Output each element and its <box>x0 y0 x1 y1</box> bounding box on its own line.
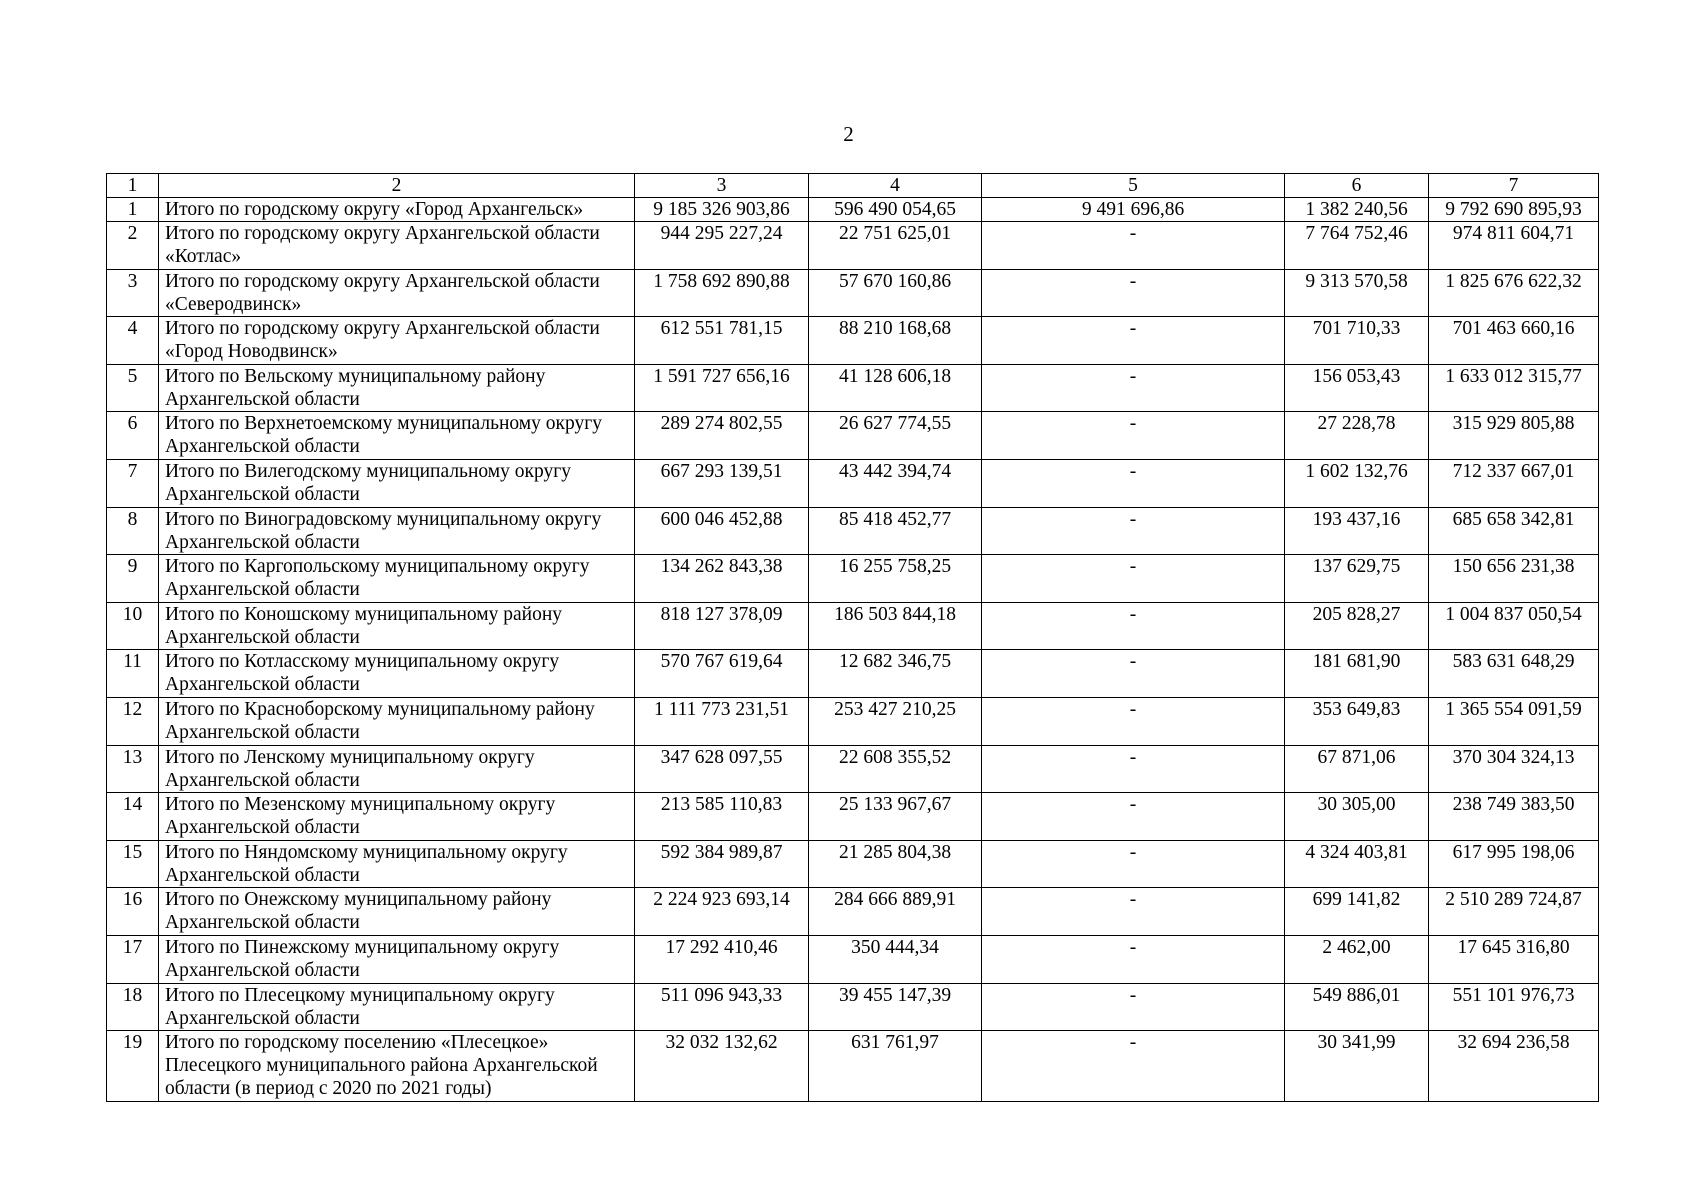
value-col-7: 370 304 324,13 <box>1429 745 1599 793</box>
table-row <box>107 793 1599 841</box>
value-col-7: 701 463 660,16 <box>1429 317 1599 365</box>
municipality-name: Итого по Котласскому муниципальному округу Архангельской области <box>159 650 635 698</box>
row-number: 13 <box>107 745 159 793</box>
page-number: 2 <box>843 122 854 146</box>
value-col-3: 667 293 139,51 <box>635 459 809 507</box>
table-row <box>107 222 1599 270</box>
table-row <box>107 269 1599 317</box>
value-col-5: - <box>982 793 1285 841</box>
value-col-7: 2 510 289 724,87 <box>1429 888 1599 936</box>
row-number: 5 <box>107 364 159 412</box>
value-col-6: 156 053,43 <box>1285 364 1429 412</box>
municipality-name: Итого по Красноборскому муниципальному району Архангельской области <box>159 697 635 745</box>
value-col-4: 41 128 606,18 <box>809 364 982 412</box>
row-number: 18 <box>107 983 159 1031</box>
value-col-4: 57 670 160,86 <box>809 269 982 317</box>
value-col-5: - <box>982 602 1285 650</box>
row-number: 15 <box>107 840 159 888</box>
table-row <box>107 888 1599 936</box>
value-col-7: 315 929 805,88 <box>1429 412 1599 460</box>
value-col-6: 205 828,27 <box>1285 602 1429 650</box>
value-col-4: 12 682 346,75 <box>809 650 982 698</box>
value-col-7: 238 749 383,50 <box>1429 793 1599 841</box>
value-col-3: 511 096 943,33 <box>635 983 809 1031</box>
value-col-7: 17 645 316,80 <box>1429 935 1599 983</box>
value-col-3: 2 224 923 693,14 <box>635 888 809 936</box>
table-row <box>107 459 1599 507</box>
value-col-5: - <box>982 983 1285 1031</box>
value-col-6: 9 313 570,58 <box>1285 269 1429 317</box>
municipality-name: Итого по Вилегодскому муниципальному округу Архангельской области <box>159 459 635 507</box>
value-col-3: 1 591 727 656,16 <box>635 364 809 412</box>
value-col-6: 30 341,99 <box>1285 1031 1429 1102</box>
value-col-6: 549 886,01 <box>1285 983 1429 1031</box>
value-col-5: - <box>982 459 1285 507</box>
row-number: 14 <box>107 793 159 841</box>
row-number: 17 <box>107 935 159 983</box>
value-col-5: - <box>982 935 1285 983</box>
municipality-name: Итого по Онежскому муниципальному району Архангельской области <box>159 888 635 936</box>
value-col-3: 600 046 452,88 <box>635 507 809 555</box>
row-number: 9 <box>107 555 159 603</box>
value-col-3: 347 628 097,55 <box>635 745 809 793</box>
data-table <box>106 173 1599 1102</box>
table-row <box>107 697 1599 745</box>
value-col-4: 39 455 147,39 <box>809 983 982 1031</box>
column-header: 6 <box>1285 174 1429 198</box>
value-col-5: 9 491 696,86 <box>982 198 1285 222</box>
value-col-7: 1 825 676 622,32 <box>1429 269 1599 317</box>
value-col-4: 25 133 967,67 <box>809 793 982 841</box>
value-col-7: 685 658 342,81 <box>1429 507 1599 555</box>
value-col-4: 85 418 452,77 <box>809 507 982 555</box>
municipality-name: Итого по Вельскому муниципальному району Архангельской области <box>159 364 635 412</box>
municipality-name: Итого по городскому поселению «Плесецкое» Плесецкого муниципального района Архангельской области (в период с 2020 по 2021 годы) <box>159 1031 635 1102</box>
municipality-name: Итого по Верхнетоемскому муниципальному округу Архангельской области <box>159 412 635 460</box>
value-col-6: 2 462,00 <box>1285 935 1429 983</box>
value-col-3: 818 127 378,09 <box>635 602 809 650</box>
value-col-5: - <box>982 269 1285 317</box>
municipality-name: Итого по городскому округу «Город Архангельск» <box>159 198 635 222</box>
value-col-3: 944 295 227,24 <box>635 222 809 270</box>
value-col-3: 1 111 773 231,51 <box>635 697 809 745</box>
value-col-3: 570 767 619,64 <box>635 650 809 698</box>
table-row <box>107 602 1599 650</box>
value-col-5: - <box>982 1031 1285 1102</box>
column-header: 7 <box>1429 174 1599 198</box>
table-row <box>107 507 1599 555</box>
value-col-4: 22 751 625,01 <box>809 222 982 270</box>
value-col-6: 30 305,00 <box>1285 793 1429 841</box>
table-row <box>107 555 1599 603</box>
municipality-name: Итого по Каргопольскому муниципальному округу Архангельской области <box>159 555 635 603</box>
value-col-7: 1 004 837 050,54 <box>1429 602 1599 650</box>
table-row <box>107 317 1599 365</box>
value-col-4: 253 427 210,25 <box>809 697 982 745</box>
value-col-6: 193 437,16 <box>1285 507 1429 555</box>
value-col-3: 289 274 802,55 <box>635 412 809 460</box>
municipality-name: Итого по Виноградовскому муниципальному округу Архангельской области <box>159 507 635 555</box>
value-col-5: - <box>982 840 1285 888</box>
row-number: 12 <box>107 697 159 745</box>
value-col-5: - <box>982 697 1285 745</box>
value-col-4: 596 490 054,65 <box>809 198 982 222</box>
municipality-name: Итого по городскому округу Архангельской области «Северодвинск» <box>159 269 635 317</box>
municipality-name: Итого по городскому округу Архангельской области «Город Новодвинск» <box>159 317 635 365</box>
row-number: 16 <box>107 888 159 936</box>
row-number: 8 <box>107 507 159 555</box>
value-col-4: 284 666 889,91 <box>809 888 982 936</box>
value-col-4: 16 255 758,25 <box>809 555 982 603</box>
value-col-3: 213 585 110,83 <box>635 793 809 841</box>
value-col-7: 32 694 236,58 <box>1429 1031 1599 1102</box>
value-col-6: 4 324 403,81 <box>1285 840 1429 888</box>
column-header: 5 <box>982 174 1285 198</box>
table-row <box>107 1031 1599 1102</box>
value-col-7: 9 792 690 895,93 <box>1429 198 1599 222</box>
value-col-3: 17 292 410,46 <box>635 935 809 983</box>
column-header: 3 <box>635 174 809 198</box>
row-number: 2 <box>107 222 159 270</box>
row-number: 7 <box>107 459 159 507</box>
municipality-name: Итого по Плесецкому муниципальному округу Архангельской области <box>159 983 635 1031</box>
value-col-4: 22 608 355,52 <box>809 745 982 793</box>
value-col-7: 712 337 667,01 <box>1429 459 1599 507</box>
value-col-3: 1 758 692 890,88 <box>635 269 809 317</box>
value-col-6: 1 382 240,56 <box>1285 198 1429 222</box>
row-number: 4 <box>107 317 159 365</box>
row-number: 11 <box>107 650 159 698</box>
value-col-5: - <box>982 745 1285 793</box>
value-col-5: - <box>982 555 1285 603</box>
table-row <box>107 650 1599 698</box>
column-header: 2 <box>159 174 635 198</box>
value-col-4: 350 444,34 <box>809 935 982 983</box>
value-col-4: 186 503 844,18 <box>809 602 982 650</box>
column-header: 1 <box>107 174 159 198</box>
value-col-6: 701 710,33 <box>1285 317 1429 365</box>
municipality-name: Итого по Ленскому муниципальному округу Архангельской области <box>159 745 635 793</box>
table-row <box>107 840 1599 888</box>
value-col-5: - <box>982 888 1285 936</box>
value-col-5: - <box>982 222 1285 270</box>
value-col-4: 26 627 774,55 <box>809 412 982 460</box>
value-col-7: 1 365 554 091,59 <box>1429 697 1599 745</box>
value-col-6: 699 141,82 <box>1285 888 1429 936</box>
column-header: 4 <box>809 174 982 198</box>
value-col-3: 32 032 132,62 <box>635 1031 809 1102</box>
value-col-3: 134 262 843,38 <box>635 555 809 603</box>
table-row <box>107 364 1599 412</box>
value-col-3: 9 185 326 903,86 <box>635 198 809 222</box>
value-col-6: 67 871,06 <box>1285 745 1429 793</box>
row-number: 3 <box>107 269 159 317</box>
value-col-3: 592 384 989,87 <box>635 840 809 888</box>
table-row <box>107 198 1599 222</box>
value-col-4: 43 442 394,74 <box>809 459 982 507</box>
value-col-4: 631 761,97 <box>809 1031 982 1102</box>
value-col-5: - <box>982 364 1285 412</box>
table-row <box>107 745 1599 793</box>
value-col-6: 137 629,75 <box>1285 555 1429 603</box>
row-number: 10 <box>107 602 159 650</box>
row-number: 1 <box>107 198 159 222</box>
value-col-5: - <box>982 650 1285 698</box>
value-col-7: 583 631 648,29 <box>1429 650 1599 698</box>
value-col-6: 27 228,78 <box>1285 412 1429 460</box>
value-col-7: 974 811 604,71 <box>1429 222 1599 270</box>
table-row <box>107 983 1599 1031</box>
municipality-name: Итого по Няндомскому муниципальному округу Архангельской области <box>159 840 635 888</box>
value-col-4: 21 285 804,38 <box>809 840 982 888</box>
row-number: 6 <box>107 412 159 460</box>
value-col-4: 88 210 168,68 <box>809 317 982 365</box>
municipality-name: Итого по Коношскому муниципальному району Архангельской области <box>159 602 635 650</box>
column-number-row <box>107 174 1599 198</box>
value-col-6: 7 764 752,46 <box>1285 222 1429 270</box>
value-col-6: 181 681,90 <box>1285 650 1429 698</box>
table-row <box>107 412 1599 460</box>
value-col-7: 150 656 231,38 <box>1429 555 1599 603</box>
value-col-7: 1 633 012 315,77 <box>1429 364 1599 412</box>
municipality-name: Итого по городскому округу Архангельской области «Котлас» <box>159 222 635 270</box>
value-col-3: 612 551 781,15 <box>635 317 809 365</box>
value-col-7: 551 101 976,73 <box>1429 983 1599 1031</box>
row-number: 19 <box>107 1031 159 1102</box>
table-row <box>107 935 1599 983</box>
table-body <box>107 198 1599 1102</box>
value-col-5: - <box>982 507 1285 555</box>
municipality-name: Итого по Пинежскому муниципальному округу Архангельской области <box>159 935 635 983</box>
value-col-5: - <box>982 412 1285 460</box>
value-col-7: 617 995 198,06 <box>1429 840 1599 888</box>
value-col-6: 1 602 132,76 <box>1285 459 1429 507</box>
value-col-6: 353 649,83 <box>1285 697 1429 745</box>
value-col-5: - <box>982 317 1285 365</box>
municipality-name: Итого по Мезенскому муниципальному округу Архангельской области <box>159 793 635 841</box>
